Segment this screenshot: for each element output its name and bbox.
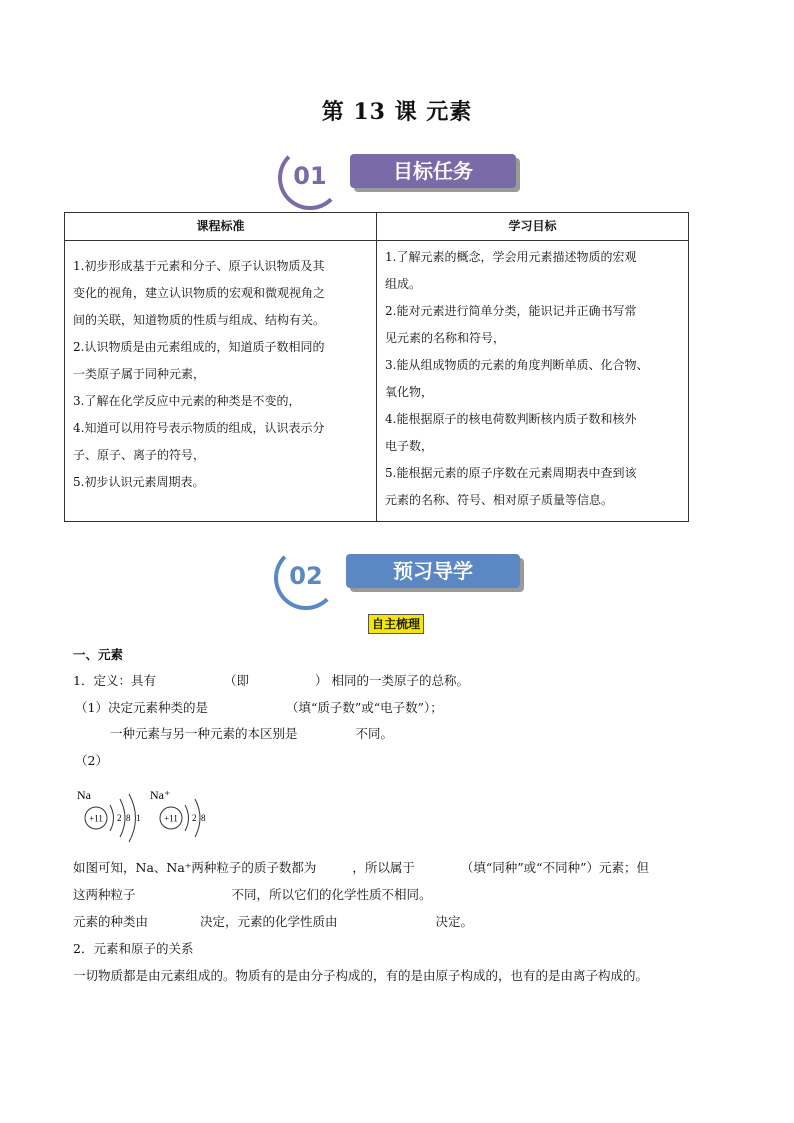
list-item: 1.初步形成基于元素和分子、原子认识物质及其 (73, 259, 325, 273)
atom-symbol: Na⁺ (150, 788, 171, 802)
text: 不同，所以它们的化学性质不相同。 (231, 887, 432, 902)
list-item: 1.了解元素的概念，学会用元素描述物质的宏观 (385, 250, 637, 264)
text: 这两种粒子 (73, 887, 136, 902)
heading-element-atom-relation: 2．元素和原子的关系 (73, 941, 194, 956)
list-item: 3.了解在化学反应中元素的种类是不变的， (73, 394, 301, 408)
learning-goals-cell (377, 241, 689, 522)
nucleus-charge: +11 (89, 813, 103, 824)
list-item: 组成。 (385, 277, 422, 291)
list-item: 子、原子、离子的符号， (73, 448, 206, 462)
shell-electron-count: 8 (201, 813, 206, 823)
list-item: 4.能根据原子的核电荷数判断核内质子数和核外 (385, 412, 637, 426)
section-number: 01 (278, 146, 342, 210)
text: （填“质子数”或“电子数”）； (285, 700, 443, 715)
question-1b (110, 725, 393, 743)
section-number: 02 (274, 546, 338, 610)
section-banner-preview (274, 546, 524, 594)
atom-structure-diagrams (70, 784, 220, 848)
shell-electron-count: 2 (117, 813, 122, 823)
definition-line (73, 672, 469, 690)
paragraph-na-difference (73, 886, 432, 904)
list-item: 一类原子属于同种元素， (73, 367, 206, 381)
list-item: 2.认识物质是由元素组成的，知道质子数相同的 (73, 340, 325, 354)
text: （即 (223, 673, 249, 688)
section-banner-label: 预习导学 (346, 554, 520, 588)
list-item: 变化的视角，建立认识物质的宏观和微观视角之 (73, 286, 326, 300)
text: ） 相同的一类原子的总称。 (314, 673, 469, 688)
table-header: 课程标准 (65, 213, 377, 241)
paragraph-matter-composition: 一切物质都是由元素组成的。物质有的是由分子构成的，有的是由原子构成的，也有的是由离子构成的。 (73, 968, 649, 983)
text: ，所以属于 (352, 860, 415, 875)
text: 1．定义：具有 (73, 673, 156, 688)
list-item: 电子数， (385, 439, 434, 453)
list-item: 5.初步认识元素周期表。 (73, 475, 205, 489)
question-2-label: （2） (75, 753, 108, 768)
text: （1）决定元素种类的是 (75, 700, 208, 715)
list-item: 氧化物， (385, 385, 434, 399)
list-item: 见元素的名称和符号， (385, 331, 506, 345)
page-title: 第 13 课 元素 (321, 99, 473, 125)
shell-electron-count: 2 (192, 813, 197, 823)
goals-table (64, 212, 689, 522)
text: 决定，元素的化学性质由 (200, 914, 338, 929)
self-study-tag: 自主梳理 (368, 614, 424, 634)
list-item: 5.能根据元素的原子序数在元素周期表中查到该 (385, 466, 637, 480)
text: 元素的种类由 (73, 914, 149, 929)
shell-electron-count: 1 (136, 813, 141, 823)
list-item: 3.能从组成物质的元素的角度判断单质、化合物、 (385, 358, 649, 372)
electron-shell-arc (110, 805, 114, 831)
electron-shell-arc (185, 805, 189, 831)
shell-electron-count: 8 (126, 813, 131, 823)
nucleus-charge: +11 (164, 813, 178, 824)
list-item: 4.知道可以用符号表示物质的组成，认识表示分 (73, 421, 325, 435)
list-item: 间的关联，知道物质的性质与组成、结构有关。 (73, 313, 326, 327)
atom-symbol: Na (77, 788, 91, 802)
curriculum-standards-cell (65, 241, 377, 522)
list-item: 2.能对元素进行简单分类，能识记并正确书写常 (385, 304, 637, 318)
question-1 (75, 699, 443, 717)
section-banner-label: 目标任务 (350, 154, 516, 188)
sodium-ion-diagram (150, 788, 206, 837)
text: 如图可知，Na、Na⁺两种粒子的质子数都为 (73, 860, 317, 875)
text: 不同。 (355, 726, 394, 741)
heading-elements: 一、元素 (73, 647, 124, 662)
text: 一种元素与另一种元素的本区别是 (110, 726, 298, 741)
paragraph-element-type (73, 913, 473, 931)
text: （填“同种”或“不同种”）元素；但 (460, 860, 649, 875)
paragraph-na-comparison (73, 859, 649, 877)
text: 决定。 (435, 914, 474, 929)
section-banner-goals (278, 146, 518, 194)
sodium-atom-diagram (77, 788, 141, 842)
list-item: 元素的名称、符号、相对原子质量等信息。 (385, 493, 614, 507)
table-header: 学习目标 (377, 213, 689, 241)
